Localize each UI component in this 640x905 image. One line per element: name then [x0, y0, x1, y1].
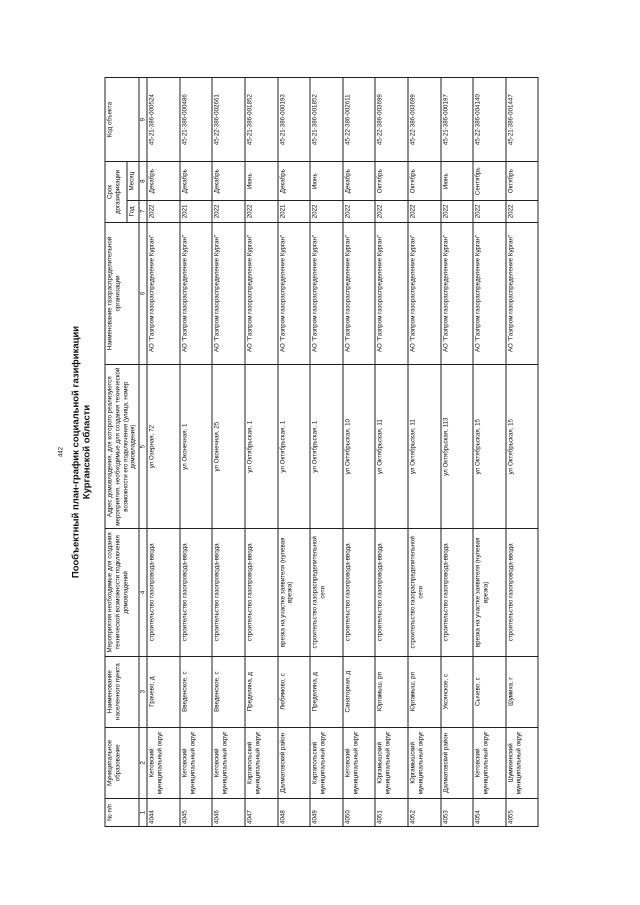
document-title — [71, 67, 93, 837]
measures-cell: строительство газопровода-ввода — [212, 529, 245, 656]
year-cell: 2022 — [343, 201, 376, 223]
settlement-cell: Уксянское, с — [441, 656, 474, 727]
municipality-cell: Каргапольский муниципальный округ — [310, 727, 343, 798]
measures-cell: строительство газопровода-ввода — [245, 529, 278, 656]
measures-cell: врезка на участке заявителя (нулевая врезка) — [473, 529, 506, 656]
settlement-cell: Введенское, с — [180, 656, 213, 727]
month-cell: Декабрь — [180, 162, 213, 201]
row-number-cell: 4044 — [147, 798, 180, 826]
municipality-cell: Кетовский муниципальный округ — [212, 727, 245, 798]
settlement-cell: Пределина, д — [310, 656, 343, 727]
measures-cell: строительство газопровода-ввода — [180, 529, 213, 656]
row-number-cell: 4048 — [278, 798, 311, 826]
year-cell: 2022 — [375, 201, 408, 223]
column-number-row — [139, 78, 147, 827]
row-number-cell: 4054 — [473, 798, 506, 826]
object-code-cell: 45-21-386-000193 — [278, 78, 311, 162]
header-code: Код объекта — [105, 78, 139, 162]
settlement-cell: Юргамыш, рп — [408, 656, 441, 727]
year-cell: 2021 — [180, 201, 213, 223]
month-cell: Сентябрь — [473, 162, 506, 201]
organization-cell: АО "Газпром газораспределение Курган" — [375, 222, 408, 364]
table-row — [147, 78, 180, 827]
municipality-cell: Каргапольский муниципальный округ — [245, 727, 278, 798]
address-cell: ул Октябрьская, 15 — [473, 365, 506, 529]
measures-cell: строительство газопровода-ввода — [343, 529, 376, 656]
table-body — [147, 78, 538, 827]
rotated-page — [53, 67, 588, 837]
table-row — [506, 78, 539, 827]
address-cell: ул Оконечная, 1 — [180, 365, 213, 529]
month-cell: Октябрь — [506, 162, 539, 201]
municipality-cell: Юргамышский муниципальный округ — [408, 727, 441, 798]
year-cell: 2022 — [408, 201, 441, 223]
settlement-cell: Сычево, с — [473, 656, 506, 727]
header-settlement: Наименование населенного пункта — [105, 656, 139, 727]
settlement-cell: Санаторная, д — [343, 656, 376, 727]
row-number-cell: 4049 — [310, 798, 343, 826]
header-month: Месяц — [127, 162, 140, 201]
year-cell: 2022 — [212, 201, 245, 223]
year-cell: 2022 — [506, 201, 539, 223]
title-line-1: Пообъектный план-график социальной газификации — [70, 325, 82, 579]
row-number-cell: 4055 — [506, 798, 539, 826]
municipality-cell: Юргамышский муниципальный округ — [375, 727, 408, 798]
settlement-cell: Юргамыш, рп — [375, 656, 408, 727]
month-cell: Декабрь — [212, 162, 245, 201]
year-cell: 2022 — [441, 201, 474, 223]
organization-cell: АО "Газпром газораспределение Курган" — [506, 222, 539, 364]
row-number-cell: 4046 — [212, 798, 245, 826]
table-row — [441, 78, 474, 827]
object-code-cell: 45-21-386-001447 — [506, 78, 539, 162]
year-cell: 2022 — [473, 201, 506, 223]
table-row — [212, 78, 245, 827]
municipality-cell: Далматовский район — [441, 727, 474, 798]
year-cell: 2022 — [245, 201, 278, 223]
header-address: Адрес домовладения, для которого реализуются мероприятия, необходимые для создания технической возможности его подключения (улица, номер домовладения) — [105, 365, 139, 529]
measures-cell: врезка на участке заявителя (нулевая врезка) — [278, 529, 311, 656]
organization-cell: АО "Газпром газораспределение Курган" — [310, 222, 343, 364]
address-cell: ул Октябрьская, 11 — [375, 365, 408, 529]
object-code-cell: 45-21-386-000197 — [441, 78, 474, 162]
municipality-cell: Кетовский муниципальный округ — [180, 727, 213, 798]
measures-cell: строительство газопровода-ввода — [441, 529, 474, 656]
header-num: № п/п — [105, 798, 139, 826]
month-cell: Октябрь — [408, 162, 441, 201]
month-cell: Июнь — [441, 162, 474, 201]
table-row — [473, 78, 506, 827]
row-number-cell: 4052 — [408, 798, 441, 826]
page-number: 442 — [58, 447, 65, 458]
table-row — [375, 78, 408, 827]
organization-cell: АО "Газпром газораспределение Курган" — [212, 222, 245, 364]
object-code-cell: 45-21-386-000524 — [147, 78, 180, 162]
organization-cell: АО "Газпром газораспределение Курган" — [343, 222, 376, 364]
organization-cell: АО "Газпром газораспределение Курган" — [278, 222, 311, 364]
column-number: 6 — [139, 222, 147, 364]
object-code-cell: 45-22-386-003699 — [375, 78, 408, 162]
object-code-cell: 45-22-386-004140 — [473, 78, 506, 162]
address-cell: ул Октябрьская, 11 — [408, 365, 441, 529]
column-number: 4 — [139, 529, 147, 656]
header-org: Наименование газораспределительной организации — [105, 222, 139, 364]
month-cell: Июнь — [245, 162, 278, 201]
organization-cell: АО "Газпром газораспределение Курган" — [473, 222, 506, 364]
row-number-cell: 4047 — [245, 798, 278, 826]
address-cell: ул Октябрьская, 10 — [343, 365, 376, 529]
address-cell: ул Октябрьская, 15 — [506, 365, 539, 529]
column-number: 9 — [139, 78, 147, 162]
organization-cell: АО "Газпром газораспределение Курган" — [441, 222, 474, 364]
address-cell: ул Октябрьская, 1 — [278, 365, 311, 529]
municipality-cell: Кетовский муниципальный округ — [147, 727, 180, 798]
organization-cell: АО "Газпром газораспределение Курган" — [180, 222, 213, 364]
address-cell: ул Октябрьская, 1 — [310, 365, 343, 529]
object-code-cell: 45-22-386-002611 — [343, 78, 376, 162]
object-code-cell: 45-22-386-003699 — [408, 78, 441, 162]
object-code-cell: 45-21-386-001852 — [310, 78, 343, 162]
settlement-cell: Грачево, д — [147, 656, 180, 727]
measures-cell: строительство газораспределительной сети — [408, 529, 441, 656]
object-code-cell: 45-21-386-001852 — [245, 78, 278, 162]
row-number-cell: 4045 — [180, 798, 213, 826]
settlement-cell: Любимово, с — [278, 656, 311, 727]
settlement-cell: Шумиха, г — [506, 656, 539, 727]
address-cell: ул Октябрьская, 113 — [441, 365, 474, 529]
column-number: 3 — [139, 656, 147, 727]
row-number-cell: 4050 — [343, 798, 376, 826]
organization-cell: АО "Газпром газораспределение Курган" — [245, 222, 278, 364]
address-cell: ул Оконечная, 25 — [212, 365, 245, 529]
measures-cell: строительство газораспределительной сети — [310, 529, 343, 656]
row-number-cell: 4051 — [375, 798, 408, 826]
municipality-cell: Кетовский муниципальный округ — [473, 727, 506, 798]
column-number: 2 — [139, 727, 147, 798]
column-number: 1 — [139, 798, 147, 826]
municipality-cell: Шумихинский муниципальный округ — [506, 727, 539, 798]
address-cell: ул Октябрьская, 1 — [245, 365, 278, 529]
measures-cell: строительство газопровода-ввода — [147, 529, 180, 656]
address-cell: ул Озерная, 72 — [147, 365, 180, 529]
year-cell: 2021 — [278, 201, 311, 223]
table-row — [408, 78, 441, 827]
month-cell: Декабрь — [147, 162, 180, 201]
table-row — [343, 78, 376, 827]
year-cell: 2022 — [147, 201, 180, 223]
table-row — [310, 78, 343, 827]
year-cell: 2022 — [310, 201, 343, 223]
organization-cell: АО "Газпром газораспределение Курган" — [408, 222, 441, 364]
header-deadline: Срок догазификации — [105, 162, 127, 222]
municipality-cell: Далматовский район — [278, 727, 311, 798]
month-cell: Декабрь — [343, 162, 376, 201]
municipality-cell: Кетовский муниципальный округ — [343, 727, 376, 798]
row-number-cell: 4053 — [441, 798, 474, 826]
object-code-cell: 45-22-386-002661 — [212, 78, 245, 162]
measures-cell: строительство газопровода-ввода — [506, 529, 539, 656]
gasification-table — [105, 77, 539, 827]
column-number: 5 — [139, 365, 147, 529]
header-year: Год — [127, 201, 140, 223]
measures-cell: строительство газопровода-ввода — [375, 529, 408, 656]
title-line-2: Курганской области — [81, 404, 93, 500]
object-code-cell: 45-21-386-000486 — [180, 78, 213, 162]
month-cell: Декабрь — [278, 162, 311, 201]
column-number: 7 — [139, 201, 147, 223]
settlement-cell: Введенское, с — [212, 656, 245, 727]
header-measures: Мероприятия необходимые для создания технической возможности подключения домовладений — [105, 529, 139, 656]
month-cell: Июнь — [310, 162, 343, 201]
table-row — [180, 78, 213, 827]
settlement-cell: Пределина, д — [245, 656, 278, 727]
table-row — [245, 78, 278, 827]
column-number: 8 — [139, 162, 147, 201]
table-row — [278, 78, 311, 827]
month-cell: Октябрь — [375, 162, 408, 201]
organization-cell: АО "Газпром газораспределение Курган" — [147, 222, 180, 364]
header-municipality: Муниципальное образование — [105, 727, 139, 798]
